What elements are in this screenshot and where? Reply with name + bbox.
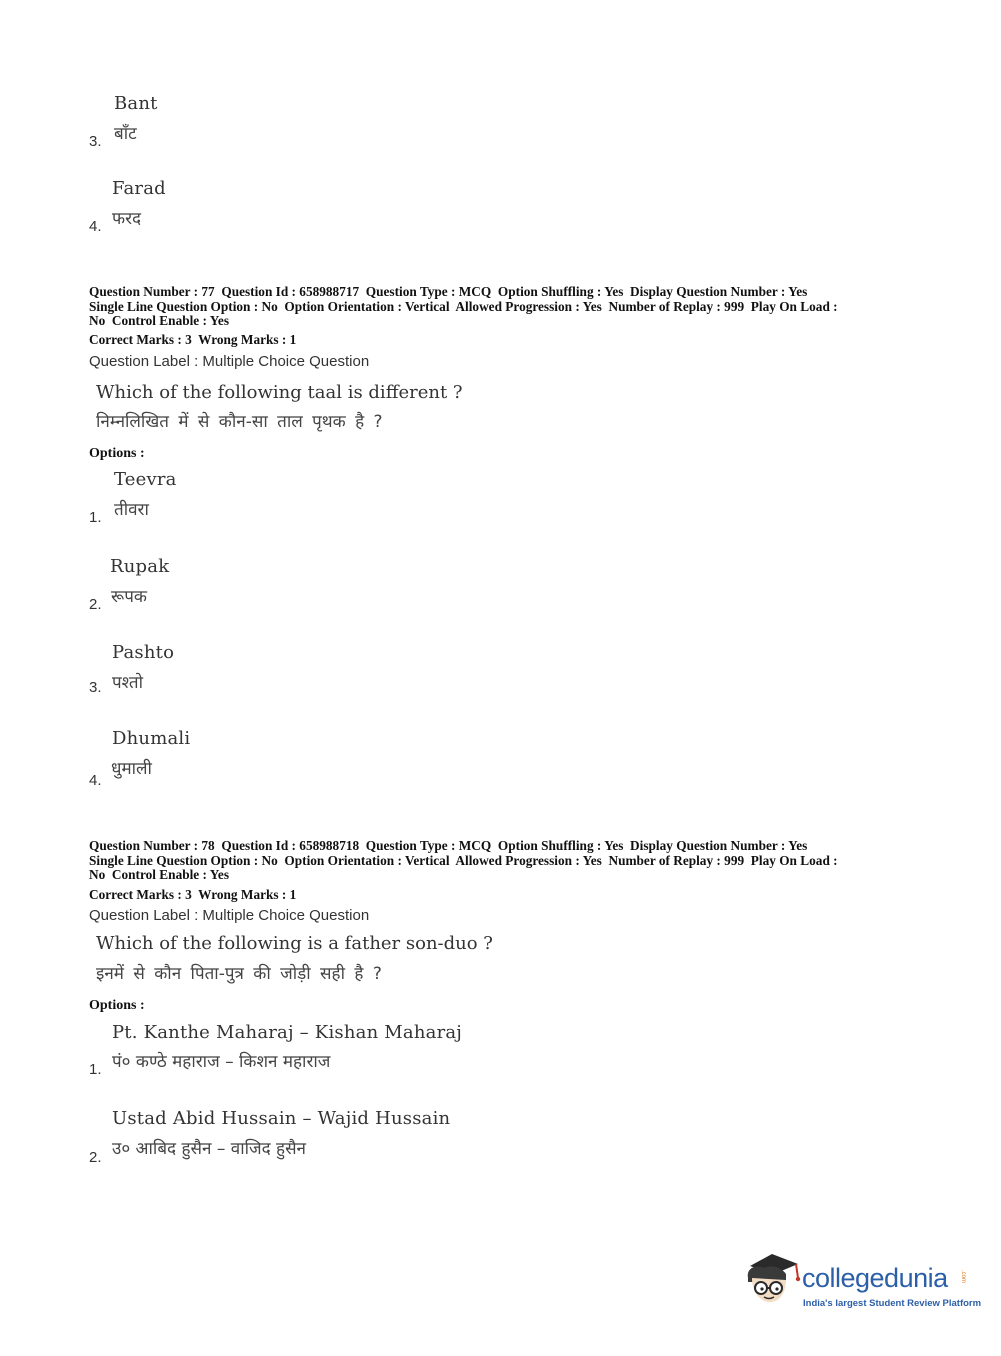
question-text-en: Which of the following is a father son-duo ? [96, 933, 493, 954]
option-text-hi: तीवरा [114, 500, 149, 520]
option-text-hi: बाँट [114, 124, 137, 144]
brand-suffix: .com [960, 1270, 966, 1284]
question-meta-line-1: Question Number : 78 Question Id : 658988718 Question Type : MCQ Option Shuffling : Yes Display Question Number : Yes [89, 838, 808, 853]
option-number: 4. [89, 772, 102, 789]
option-number: 3. [89, 133, 102, 150]
option-text-en: Pt. Kanthe Maharaj – Kishan Maharaj [112, 1022, 463, 1043]
option-number: 4. [89, 218, 102, 235]
option-text-en: Bant [114, 93, 158, 114]
question-meta-line-2: Single Line Question Option : No Option Orientation : Vertical Allowed Progression : Yes Number of Replay : 999 Play On Load : [89, 852, 838, 868]
option-number: 1. [89, 509, 102, 526]
option-text-en: Teevra [114, 469, 177, 490]
option-number: 1. [89, 1061, 102, 1078]
option-number: 3. [89, 679, 102, 696]
option-text-hi: रूपक [111, 587, 147, 607]
question-text-en: Which of the following taal is different ? [96, 382, 463, 403]
mascot-icon [742, 1248, 802, 1310]
options-heading: Options : [89, 998, 145, 1013]
question-meta-line-1: Question Number : 77 Question Id : 658988717 Question Type : MCQ Option Shuffling : Yes Display Question Number : Yes [89, 284, 808, 299]
option-text-en: Ustad Abid Hussain – Wajid Hussain [112, 1108, 451, 1129]
brand-tagline: India's largest Student Review Platform [803, 1298, 982, 1309]
question-label: Question Label : Multiple Choice Question [89, 353, 370, 370]
option-text-hi: पं० कण्ठे महाराज – किशन महाराज [112, 1052, 331, 1072]
marks-info: Correct Marks : 3 Wrong Marks : 1 [89, 332, 297, 347]
option-text-en: Pashto [112, 642, 175, 663]
option-text-en: Farad [112, 178, 166, 199]
option-text-en: Rupak [110, 556, 170, 577]
option-text-hi: धुमाली [111, 759, 152, 779]
option-number: 2. [89, 1149, 102, 1166]
question-meta-line-3: No Control Enable : Yes [89, 313, 229, 328]
question-meta-line-2: Single Line Question Option : No Option Orientation : Vertical Allowed Progression : Yes Number of Replay : 999 Play On Load : [89, 298, 838, 314]
question-text-hi: निम्नलिखित में से कौन-सा ताल पृथक है ? [96, 412, 383, 432]
option-text-hi: फरद [112, 209, 142, 229]
question-label: Question Label : Multiple Choice Question [89, 907, 370, 924]
option-text-en: Dhumali [112, 728, 191, 749]
question-meta-line-3: No Control Enable : Yes [89, 867, 229, 882]
question-text-hi: इनमें से कौन पिता-पुत्र की जोड़ी सही है ? [96, 964, 382, 984]
option-text-hi: पश्तो [112, 673, 143, 693]
option-number: 2. [89, 596, 102, 613]
option-text-hi: उ० आबिद हुसैन – वाजिद हुसैन [112, 1139, 306, 1159]
marks-info: Correct Marks : 3 Wrong Marks : 1 [89, 887, 297, 902]
options-heading: Options : [89, 446, 145, 461]
brand-name: collegedunia [802, 1263, 948, 1293]
